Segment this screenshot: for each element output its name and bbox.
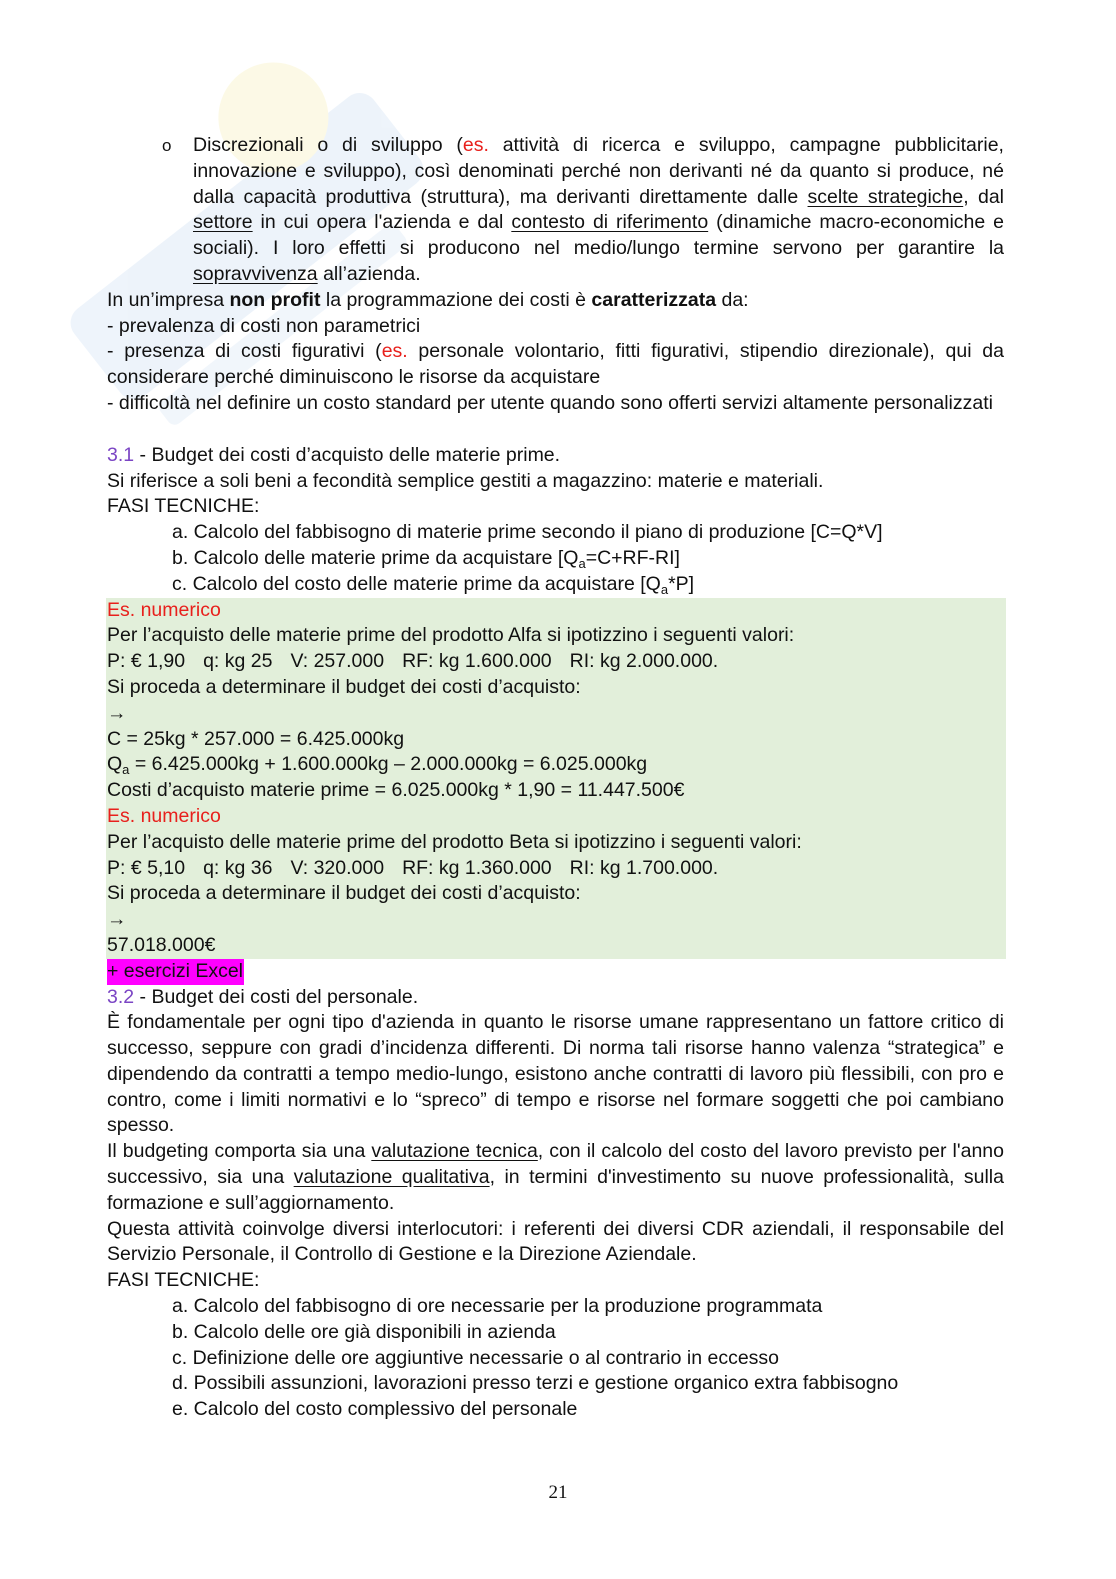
page-number: 21 (548, 1482, 568, 1503)
example-label: Es. numerico (107, 804, 221, 827)
example-ask: Si proceda a determinare il budget dei costi d’acquisto: (107, 882, 581, 905)
section-3-2-p3: Questa attività coinvolge diversi interlocutori: i referenti dei diversi CDR aziendali, il responsabile del Servizio Personale, il Controllo di Gestione e la Direzione Aziendale. (107, 1217, 1004, 1266)
list-item: b. Calcolo delle ore già disponibili in azienda (172, 1320, 556, 1343)
section-3-1-desc: Si riferisce a soli beni a fecondità semplice gestiti a magazzino: materie e materiali. (107, 469, 824, 492)
nonprofit-intro: In un’impresa non profit la programmazione dei costi è caratterizzata da: (107, 288, 749, 311)
list-item: a. Calcolo del fabbisogno di ore necessarie per la produzione programmata (172, 1295, 823, 1318)
nonprofit-item-1: - prevalenza di costi non parametrici (107, 314, 421, 337)
list-item: b. Calcolo delle materie prime da acquistare $[Q_a=C+RF-RI]$ (172, 546, 680, 571)
example-intro: Per l’acquisto delle materie prime del prodotto Beta si ipotizzino i seguenti valori: (107, 830, 802, 853)
example-values: P: € 5,10 q: kg 36 V: 320.000 RF: kg 1.360.000 RI: kg 1.700.000. (107, 856, 719, 879)
fasi-tecniche-label: FASI TECNICHE: (107, 1269, 260, 1292)
list-item: d. Possibili assunzioni, lavorazioni presso terzi e gestione organico extra fabbisogno (172, 1372, 899, 1395)
fasi-list-3-2 (107, 1294, 1004, 1423)
calc-costi: Costi d’acquisto materie prime = 6.025.000kg * 1,90 = 11.447.500€ (107, 779, 685, 802)
list-item: c. Definizione delle ore aggiuntive necessarie o al contrario in eccesso (172, 1346, 780, 1369)
example-intro: Per l’acquisto delle materie prime del prodotto Alfa si ipotizzino i seguenti valori: (107, 624, 795, 647)
example-result: 57.018.000€ (107, 933, 216, 956)
section-number: 3.2 (107, 985, 135, 1008)
arrow-icon: → (107, 908, 127, 931)
section-3-2-heading: 3.2 - Budget dei costi del personale. (107, 985, 419, 1008)
fasi-tecniche-label: FASI TECNICHE: (107, 495, 260, 518)
example-box (106, 598, 1006, 959)
section-3-1-heading: 3.1 - Budget dei costi d’acquisto delle materie prime. (107, 443, 561, 466)
example-label: Es. numerico (107, 598, 221, 621)
list-item: e. Calcolo del costo complessivo del personale (172, 1398, 578, 1421)
excel-highlight: + esercizi Excel (107, 959, 244, 985)
section-number: 3.1 (107, 443, 135, 466)
list-item: c. Calcolo del costo delle materie prime da acquistare $[Q_a*P]$ (172, 572, 695, 597)
calc-c: C = 25kg * 257.000 = 6.425.000kg (107, 727, 405, 750)
section-3-2-p2: Il budgeting comporta sia una valutazione tecnica, con il calcolo del costo del lavoro previsto per l'anno successivo, sia una valutazione qualitativa, in termini d'investimento su nuove professionalità, sulla formazione e sull’aggiornamento. (107, 1140, 1004, 1214)
nonprofit-item-2: - presenza di costi figurativi (es. personale volontario, fitti figurativi, stipendio direzionale), qui da considerare perché diminuiscono le risorse da acquistare (107, 340, 1004, 389)
bullet-discrezionali: o Discrezionali o di sviluppo (es. attività di ricerca e sviluppo, campagne pubblicitarie, innovazione e sviluppo), così denominati perché non derivanti né da quanto si produce, né dalla capacità produttiva (struttura), ma derivanti direttamente dalle scelte strategiche, dal settore in cui opera l'azienda e dal contesto di riferimento (dinamiche macro-economiche e sociali). I loro effetti si producono nel medio/lungo termine servono per garantire la sopravvivenza all’azienda. (162, 134, 1005, 285)
example-values: P: € 1,90 q: kg 25 V: 257.000 RF: kg 1.600.000 RI: kg 2.000.000. (107, 650, 719, 673)
example-ask: Si proceda a determinare il budget dei costi d’acquisto: (107, 675, 581, 698)
section-3-2-p1: È fondamentale per ogni tipo d'azienda in quanto le risorse umane rappresentano un fattore critico di successo, seppure con gradi d’incidenza differenti. Di norma tali risorse hanno valenza “strategica” e dipendendo da contratti a tempo medio-lungo, esistono anche contratti di lavoro più flessibili, con pro e contro, come i limiti normativi e lo “spreco” di tempo e risorse nel formare soggetti che poi cambiano spesso. (107, 1011, 1004, 1137)
fasi-list-3-1 (107, 520, 1004, 597)
list-item: a. Calcolo del fabbisogno di materie prime secondo il piano di produzione [C=Q*V] (172, 521, 883, 544)
document-page (107, 133, 1004, 1423)
arrow-icon: → (107, 701, 127, 724)
bullet-marker: o (162, 136, 172, 155)
nonprofit-item-3: - difficoltà nel definire un costo standard per utente quando sono offerti servizi altamente personalizzati (107, 391, 993, 414)
calc-qa: $Q_a = 6.425.000kg + 1.600.000kg - 2.000.000kg = 6.025.000kg$ (107, 753, 648, 778)
